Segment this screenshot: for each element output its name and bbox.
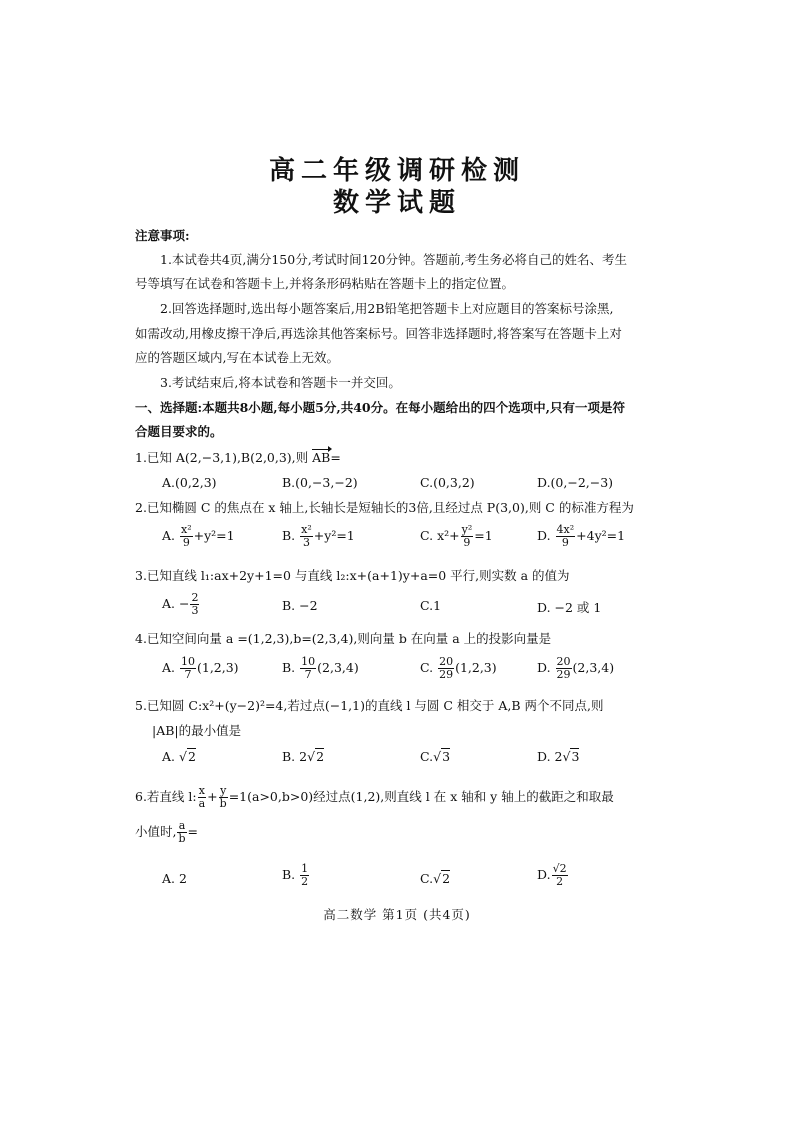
- q5-option-b: [282, 749, 324, 764]
- q4-a-label: A.: [162, 660, 176, 675]
- q6-stem-left: 6.若直线 l:: [135, 789, 197, 804]
- q6-f3-den: b: [178, 832, 186, 845]
- q4-option-d: [537, 656, 614, 681]
- q3-a-num: 2: [191, 591, 199, 604]
- q4-b-fraction: [300, 656, 316, 681]
- q2-d-num: 4x²: [556, 523, 575, 536]
- q3-option-b: B. −2: [282, 598, 318, 613]
- q2-option-c: [420, 524, 493, 549]
- q5-b-sqrt-sign: √: [307, 749, 316, 764]
- q6-frac-a-b: [177, 820, 186, 845]
- q4-a-num: 10: [181, 655, 195, 668]
- q6-d-fraction: [552, 863, 568, 888]
- exam-subtitle: 数学试题: [332, 188, 461, 218]
- q6-stem2-eq: =: [187, 824, 199, 839]
- q3-stem: 3.已知直线 l₁:ax+2y+1=0 与直线 l₂:x+(a+1)y+a=0 平行,则实数 a 的值为: [135, 568, 570, 583]
- q2-d-fraction: [556, 524, 576, 549]
- q2-b-fraction: [300, 524, 313, 549]
- q4-b-rest: (2,3,4): [317, 660, 359, 675]
- q3-a-fraction: [190, 592, 199, 617]
- notice-p3: 3.考试结束后,将本试卷和答题卡一并交回。: [160, 375, 401, 390]
- q3-a-label: A. −: [162, 596, 190, 611]
- section1-heading-b: 合题目要求的。: [135, 424, 223, 439]
- q6-b-label: B.: [282, 867, 296, 882]
- q6-b-num: 1: [301, 862, 309, 875]
- q3-option-d: D. −2 或 1: [537, 600, 602, 615]
- q1-option-a: A.(0,2,3): [162, 475, 217, 490]
- notice-p1a: 1.本试卷共4页,满分150分,考试时间120分钟。答题前,考生务必将自己的姓名、考生: [160, 252, 628, 267]
- q2-stem: 2.已知椭圆 C 的焦点在 x 轴上,长轴长是短轴长的3倍,且经过点 P(3,0),则 C 的标准方程为: [135, 500, 634, 515]
- q4-c-rest: (1,2,3): [455, 660, 497, 675]
- q5-d-label: D. 2: [537, 749, 563, 764]
- q4-a-den: 7: [184, 668, 192, 681]
- q5-c-sqrt-sign: √: [433, 749, 442, 764]
- q5-a-sqrt-sign: √: [179, 749, 187, 764]
- q6-d-label: D.: [537, 867, 551, 882]
- q4-d-label: D.: [537, 660, 551, 675]
- q2-d-den: 9: [561, 536, 569, 549]
- q6-b-den: 2: [301, 875, 309, 888]
- q2-a-den: 9: [182, 536, 190, 549]
- q6-f2-num: y: [220, 784, 227, 797]
- q6-d-num: √2: [552, 862, 567, 875]
- q4-c-num: 20: [439, 655, 454, 668]
- q2-a-rest: +y²=1: [193, 528, 235, 543]
- q6-stem2-left: 小值时,: [135, 824, 177, 839]
- q4-b-label: B.: [282, 660, 296, 675]
- q2-a-num: x²: [181, 523, 192, 536]
- q3-option-a: [162, 592, 200, 617]
- q6-c-label: C.: [420, 871, 434, 886]
- q5-c-label: C.: [420, 749, 434, 764]
- q4-stem: 4.已知空间向量 a =(1,2,3),b=(2,3,4),则向量 b 在向量 a 上的投影向量是: [135, 631, 552, 646]
- q6-b-fraction: [300, 863, 309, 888]
- q5-option-d: [537, 749, 579, 764]
- q5-d-radicand: 3: [571, 749, 580, 764]
- q2-c-label: C. x²+: [420, 528, 460, 543]
- q4-b-den: 7: [304, 668, 312, 681]
- q5-option-a: [162, 749, 196, 764]
- notice-heading: 注意事项:: [135, 228, 190, 243]
- q6-stem-2: [135, 820, 198, 845]
- q4-d-fraction: [556, 656, 572, 681]
- q4-option-a: [162, 656, 239, 681]
- q6-plus: +: [207, 789, 218, 804]
- q4-option-c: [420, 656, 497, 681]
- q5-stem-a: 5.已知圆 C:x²+(y−2)²=4,若过点(−1,1)的直线 l 与圆 C 相交于 A,B 两个不同点,则: [135, 698, 604, 713]
- q2-a-fraction: [180, 524, 193, 549]
- q6-c-radicand: 2: [442, 871, 451, 886]
- q6-option-c: [420, 871, 450, 886]
- q5-a-label: A.: [162, 749, 176, 764]
- q5-a-radicand: 2: [187, 749, 196, 764]
- q5-d-sqrt-sign: √: [562, 749, 571, 764]
- q6-stem-right: =1(a>0,b>0)经过点(1,2),则直线 l 在 x 轴和 y 轴上的截距之和取最: [228, 789, 614, 804]
- q2-b-num: x²: [301, 523, 312, 536]
- page-footer: 高二数学 第1页 (共4页): [323, 907, 471, 922]
- q1-stem: [135, 450, 341, 466]
- q4-a-fraction: [180, 656, 196, 681]
- q2-option-a: [162, 524, 235, 549]
- notice-p1b: 号等填写在试卷和答题卡上,并将条形码粘贴在答题卡上的指定位置。: [135, 276, 514, 291]
- q4-d-num: 20: [556, 655, 571, 668]
- q5-b-radicand: 2: [316, 749, 325, 764]
- notice-p2b: 如需改动,用橡皮擦干净后,再选涂其他答案标号。回答非选择题时,将答案写在答题卡上对: [135, 326, 622, 341]
- notice-p2a: 2.回答选择题时,选出每小题答案后,用2B铅笔把答题卡上对应题目的答案标号涂黑,: [160, 301, 614, 316]
- q6-c-sqrt-sign: √: [433, 871, 442, 886]
- q6-f1-num: x: [198, 784, 205, 797]
- q4-option-b: [282, 656, 359, 681]
- q2-c-num: y²: [461, 523, 473, 536]
- q4-d-rest: (2,3,4): [572, 660, 615, 675]
- q2-b-den: 3: [302, 536, 310, 549]
- q6-f3-num: a: [178, 819, 186, 832]
- q1-option-c: C.(0,3,2): [420, 475, 475, 490]
- q6-option-a: A. 2: [162, 871, 187, 886]
- q5-c-radicand: 3: [442, 749, 451, 764]
- q4-d-den: 29: [556, 668, 571, 681]
- q1-option-b: B.(0,−3,−2): [282, 475, 358, 490]
- q4-c-den: 29: [439, 668, 454, 681]
- q2-d-rest: +4y²=1: [576, 528, 626, 543]
- q5-option-c: [420, 749, 450, 764]
- q6-frac-y-b: [219, 785, 228, 810]
- exam-title: 高二年级调研检测: [268, 156, 525, 186]
- q2-option-b: [282, 524, 355, 549]
- q2-c-den: 9: [463, 536, 471, 549]
- q6-stem: [135, 785, 614, 810]
- q6-option-b: [282, 863, 310, 888]
- q1-vector-ab: AB: [312, 450, 331, 465]
- q5-b-label: B. 2: [282, 749, 308, 764]
- q6-f1-den: a: [198, 797, 206, 810]
- q2-a-label: A.: [162, 528, 176, 543]
- q1-option-d: D.(0,−2,−3): [537, 475, 614, 490]
- q1-eq: =: [330, 450, 341, 465]
- section1-heading-a: 一、选择题:本题共8小题,每小题5分,共40分。在每小题给出的四个选项中,只有一项是符: [135, 400, 625, 415]
- q6-frac-x-a: [198, 785, 207, 810]
- q3-a-den: 3: [191, 604, 199, 617]
- q6-f2-den: b: [219, 797, 227, 810]
- q5-stem-b: |AB|的最小值是: [152, 723, 242, 738]
- q2-option-d: [537, 524, 625, 549]
- q2-c-rest: =1: [474, 528, 493, 543]
- q2-c-fraction: [461, 524, 474, 549]
- q4-b-num: 10: [301, 655, 316, 668]
- q2-b-rest: +y²=1: [313, 528, 355, 543]
- q3-option-c: C.1: [420, 598, 442, 613]
- q4-c-fraction: [438, 656, 454, 681]
- q2-b-label: B.: [282, 528, 296, 543]
- q6-d-den: 2: [556, 875, 564, 888]
- q4-a-rest: (1,2,3): [197, 660, 239, 675]
- q2-d-label: D.: [537, 528, 551, 543]
- q4-c-label: C.: [420, 660, 434, 675]
- q6-option-d: [537, 863, 569, 888]
- q1-stem-text: 1.已知 A(2,−3,1),B(2,0,3),则: [135, 450, 309, 465]
- notice-p2c: 应的答题区域内,写在本试卷上无效。: [135, 350, 339, 365]
